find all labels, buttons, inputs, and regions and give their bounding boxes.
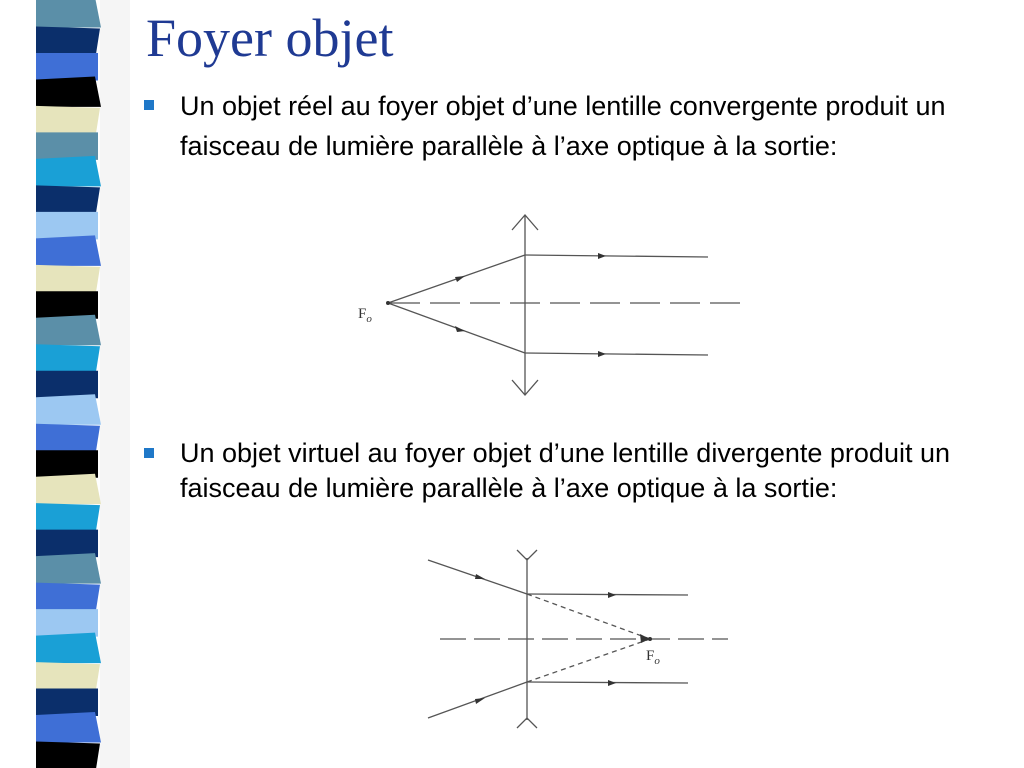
stripe-block (36, 212, 98, 239)
stripe-block (36, 712, 101, 742)
stripe-block (36, 76, 101, 106)
focal-point-dot (648, 637, 652, 641)
decorative-stripe-bar (0, 0, 130, 768)
emergent-ray-bottom (527, 682, 688, 683)
stripe-block (36, 235, 101, 265)
stripe-block (36, 315, 101, 345)
ray-arrow (455, 276, 465, 282)
focal-point-label: $F_o$ (358, 306, 372, 325)
bullet-marker (144, 448, 154, 458)
bullet-text: Un objet virtuel au foyer objet d’une lentille divergente produit un faisceau de lumière parallèle à l’axe optique à la sortie: (180, 438, 950, 503)
stripe-block (36, 474, 101, 504)
stripe-block (36, 291, 98, 318)
stripe-block (36, 503, 100, 530)
ray-arrow (608, 592, 616, 598)
stripe-block (36, 609, 98, 636)
stripe-block (36, 662, 100, 689)
slide-title: Foyer objet (146, 8, 394, 68)
emergent-ray-top (527, 594, 688, 595)
ray-arrow (598, 253, 606, 259)
stripe-block (36, 53, 98, 80)
bullet-text: Un objet réel au foyer objet d’une lentille convergente produit un faisceau de lumière parallèle à l’axe optique à la sortie: (180, 91, 946, 161)
bullet-marker (144, 100, 154, 110)
emergent-ray-bottom (525, 353, 708, 355)
ray-arrow (475, 698, 485, 704)
stripe-block (36, 265, 100, 292)
stripe-block (36, 106, 100, 133)
virtual-ray-extension-top (527, 594, 650, 639)
focal-point-dot (386, 301, 390, 305)
stripe-block (36, 553, 101, 583)
stripe-block (36, 132, 98, 159)
ray-arrow (455, 326, 465, 332)
emergent-ray-top (525, 255, 708, 257)
stripe-block (36, 530, 98, 557)
ray-arrow (475, 574, 485, 579)
stripe-block (36, 689, 98, 716)
ray-arrow (598, 351, 606, 357)
stripe-block (36, 0, 101, 27)
stripe-block (36, 344, 100, 371)
focal-point-label: $F_o$ (646, 648, 660, 667)
stripe-block (36, 450, 98, 477)
stripe-block (36, 424, 100, 451)
stripe-block (36, 633, 101, 663)
stripe-block (36, 742, 100, 768)
virtual-ray-extension-bottom (527, 639, 650, 682)
diagram-converging-lens (340, 205, 750, 405)
stripe-block (36, 185, 100, 212)
stripe-block (36, 156, 101, 186)
stripe-block (36, 371, 98, 398)
stripe-block (36, 583, 100, 610)
stripe-block (36, 26, 100, 53)
ray-arrow (608, 680, 616, 686)
diagram-diverging-lens (420, 548, 740, 734)
stripe-block (36, 394, 101, 424)
